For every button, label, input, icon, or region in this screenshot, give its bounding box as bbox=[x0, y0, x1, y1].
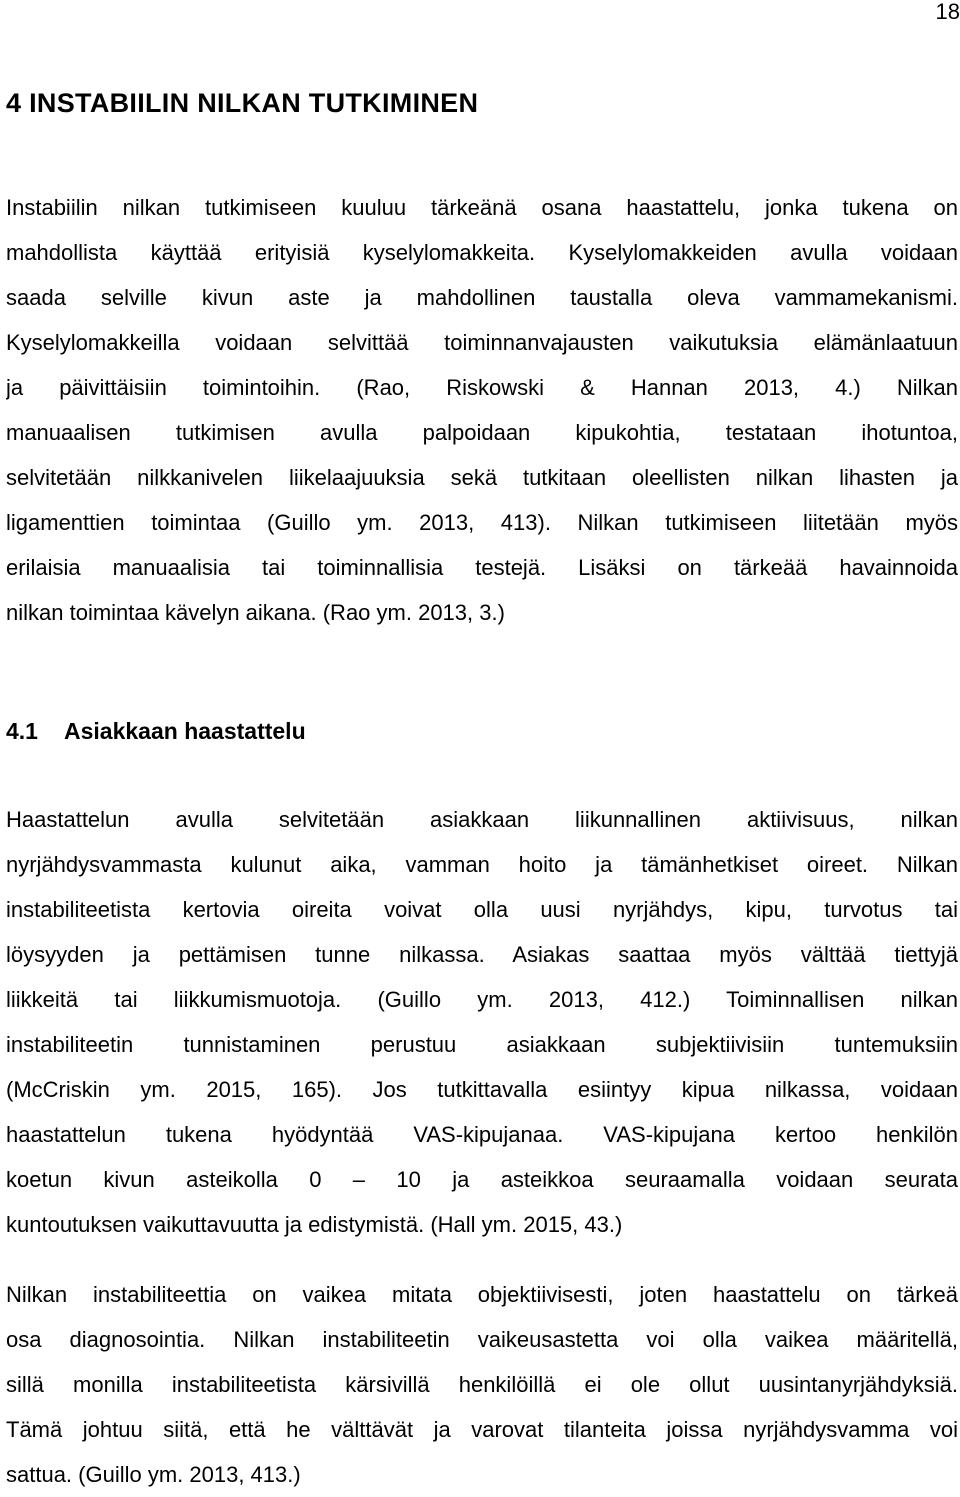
paragraph-line: instabiliteetista kertovia oireita voivat olla uusi nyrjähdys, kipu, turvotus tai bbox=[6, 897, 958, 922]
paragraph-intro bbox=[6, 185, 958, 635]
paragraph-line: erilaisia manuaalisia tai toiminnallisia testejä. Lisäksi on tärkeää havainnoida bbox=[6, 555, 958, 580]
paragraph-line: (McCriskin ym. 2015, 165). Jos tutkittavalla esiintyy kipua nilkassa, voidaan bbox=[6, 1077, 958, 1102]
page-number: 18 bbox=[935, 0, 960, 24]
paragraph-line: sattua. (Guillo ym. 2013, 413.) bbox=[6, 1462, 301, 1487]
section-title: Asiakkaan haastattelu bbox=[64, 718, 306, 744]
paragraph-line: Tämä johtuu siitä, että he välttävät ja varovat tilanteita joissa nyrjähdysvamma voi bbox=[6, 1417, 958, 1442]
paragraph-line: löysyyden ja pettämisen tunne nilkassa. Asiakas saattaa myös välttää tiettyjä bbox=[6, 942, 958, 967]
paragraph-line: selvitetään nilkkanivelen liikelaajuuksia sekä tutkitaan oleellisten nilkan lihasten ja bbox=[6, 465, 958, 490]
paragraph-line: saada selville kivun aste ja mahdollinen taustalla oleva vammamekanismi. bbox=[6, 285, 958, 310]
paragraph-line: Kyselylomakkeilla voidaan selvittää toiminnanvajausten vaikutuksia elämänlaatuun bbox=[6, 330, 958, 355]
paragraph-line: ligamenttien toimintaa (Guillo ym. 2013, 413). Nilkan tutkimiseen liitetään myös bbox=[6, 510, 958, 535]
paragraph-diagnosis bbox=[6, 1272, 958, 1497]
section-heading bbox=[6, 718, 306, 745]
paragraph-interview bbox=[6, 797, 958, 1247]
chapter-heading: 4 INSTABIILIN NILKAN TUTKIMINEN bbox=[6, 88, 479, 118]
paragraph-line: osa diagnosointia. Nilkan instabiliteetin vaikeusastetta voi olla vaikea määritellä, bbox=[6, 1327, 958, 1352]
paragraph-line: koetun kivun asteikolla 0 – 10 ja asteikkoa seuraamalla voidaan seurata bbox=[6, 1167, 958, 1192]
paragraph-line: ja päivittäisiin toimintoihin. (Rao, Riskowski & Hannan 2013, 4.) Nilkan bbox=[6, 375, 958, 400]
paragraph-line: Instabiilin nilkan tutkimiseen kuuluu tärkeänä osana haastattelu, jonka tukena on bbox=[6, 195, 958, 220]
paragraph-line: instabiliteetin tunnistaminen perustuu asiakkaan subjektiivisiin tuntemuksiin bbox=[6, 1032, 958, 1057]
section-number: 4.1 bbox=[6, 718, 38, 744]
paragraph-line: mahdollista käyttää erityisiä kyselylomakkeita. Kyselylomakkeiden avulla voidaan bbox=[6, 240, 958, 265]
paragraph-line: sillä monilla instabiliteetista kärsivillä henkilöillä ei ole ollut uusintanyrjähdyksiä. bbox=[6, 1372, 958, 1397]
paragraph-line: nyrjähdysvammasta kulunut aika, vamman hoito ja tämänhetkiset oireet. Nilkan bbox=[6, 852, 958, 877]
paragraph-line: Nilkan instabiliteettia on vaikea mitata objektiivisesti, joten haastattelu on tärkeä bbox=[6, 1282, 958, 1307]
paragraph-line: Haastattelun avulla selvitetään asiakkaan liikunnallinen aktiivisuus, nilkan bbox=[6, 807, 958, 832]
paragraph-line: liikkeitä tai liikkumismuotoja. (Guillo ym. 2013, 412.) Toiminnallisen nilkan bbox=[6, 987, 958, 1012]
paragraph-line: haastattelun tukena hyödyntää VAS-kipujanaa. VAS-kipujana kertoo henkilön bbox=[6, 1122, 958, 1147]
paragraph-line: manuaalisen tutkimisen avulla palpoidaan kipukohtia, testataan ihotuntoa, bbox=[6, 420, 958, 445]
paragraph-line: kuntoutuksen vaikuttavuutta ja edistymistä. (Hall ym. 2015, 43.) bbox=[6, 1212, 623, 1237]
paragraph-line: nilkan toimintaa kävelyn aikana. (Rao ym. 2013, 3.) bbox=[6, 600, 505, 625]
